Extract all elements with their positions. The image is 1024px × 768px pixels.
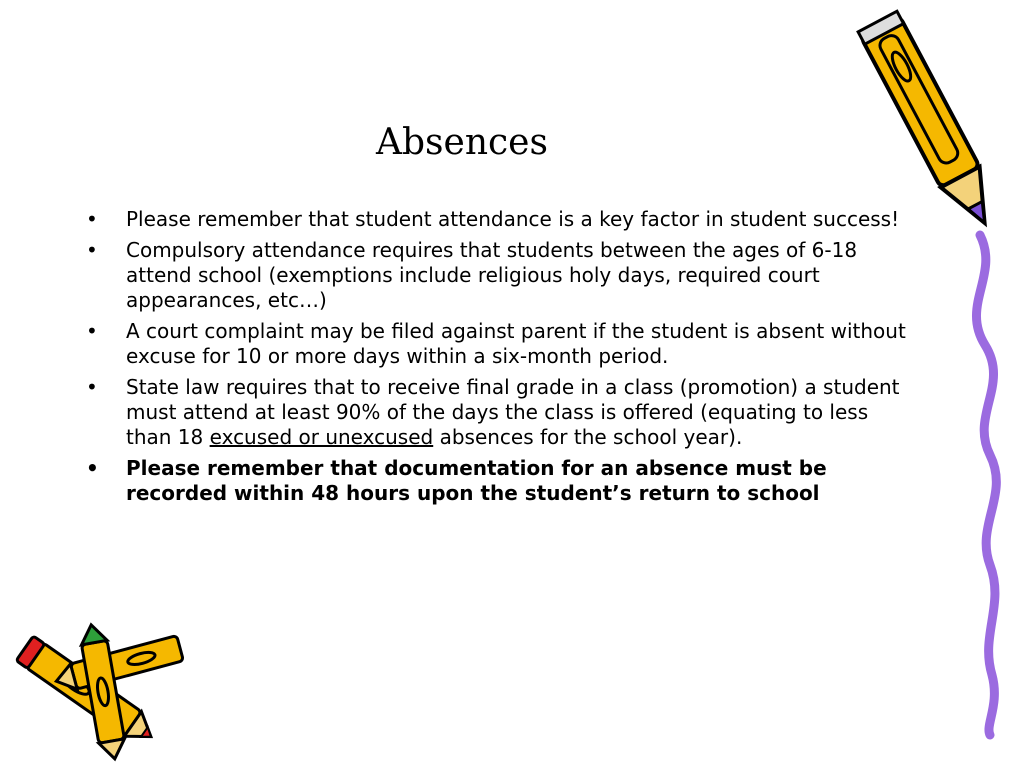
bullet-marker: • bbox=[86, 207, 98, 231]
bullet-marker: • bbox=[86, 319, 98, 343]
bullet-text bbox=[126, 375, 900, 449]
bullet-marker: • bbox=[86, 456, 99, 480]
bullet-marker: • bbox=[86, 375, 98, 399]
pencil-body bbox=[861, 17, 980, 188]
pencil-icon bbox=[862, 4, 1002, 244]
bullet-text: Compulsory attendance requires that students between the ages of 6-18 attend school (exemptions include religious holy days, required court appearances, etc…) bbox=[126, 238, 858, 312]
bullet-item bbox=[86, 319, 906, 369]
bullet-item bbox=[86, 375, 906, 450]
bullet-text: A court complaint may be filed against parent if the student is absent without excuse for 10 or more days within a six-month period. bbox=[126, 319, 906, 368]
crayons-icon bbox=[2, 622, 202, 762]
bullet-marker: • bbox=[86, 238, 98, 262]
bullet-text: Please remember that documentation for an absence must be recorded within 48 hours upon the student’s return to school bbox=[126, 456, 827, 505]
squiggle-border bbox=[960, 235, 1020, 735]
bullet-list bbox=[86, 207, 906, 512]
bullet-item bbox=[86, 238, 906, 313]
slide-title: Absences bbox=[376, 122, 548, 163]
bullet-item-emphasis bbox=[86, 456, 906, 506]
underlined-text: excused or unexcused bbox=[209, 425, 434, 449]
bullet-text: Please remember that student attendance is a key factor in student success! bbox=[126, 207, 900, 231]
bullet-text-part: absences for the school year). bbox=[433, 425, 743, 449]
bullet-item bbox=[86, 207, 906, 232]
bullet-text-part: State law requires that to receive final grade in a class (promotion) a student must attend at least 90% of the days the class is offered (equating to less than 18 bbox=[126, 375, 900, 449]
